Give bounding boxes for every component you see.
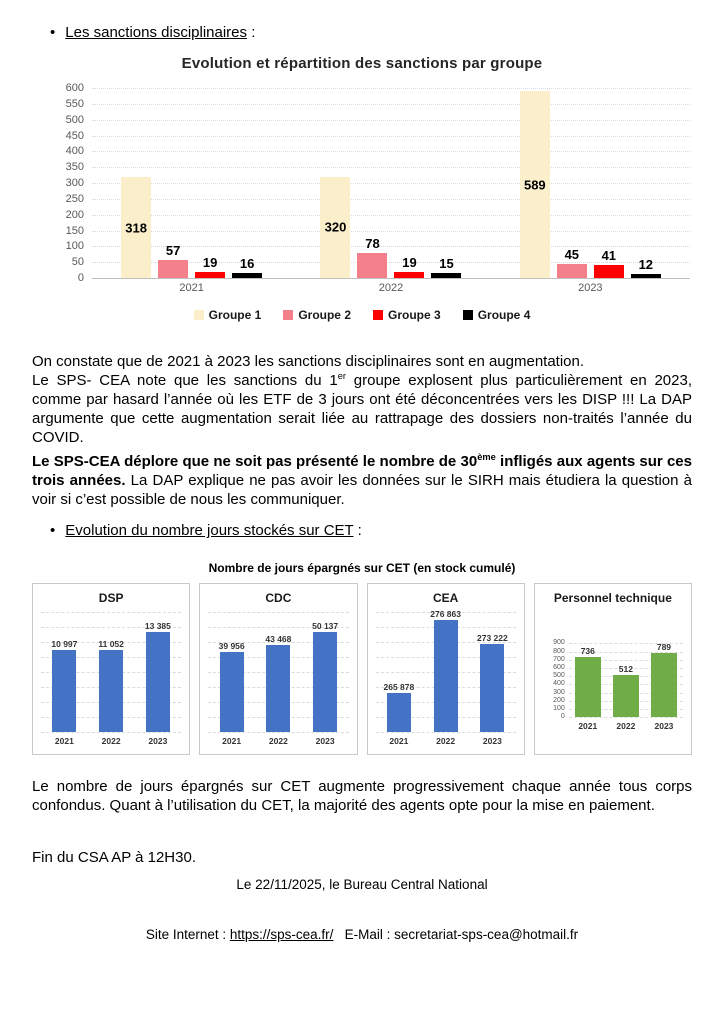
footer-date-line: Le 22/11/2025, le Bureau Central National: [236, 876, 488, 892]
x-axis-label: 2022: [378, 282, 404, 294]
paragraph-sps-note: [32, 371, 692, 447]
text-run: Le SPS-CEA déplore que ne soit pas présenté le nombre de 30: [32, 453, 478, 471]
year-group-2022: [291, 88, 490, 278]
y-axis-tick: 600: [65, 82, 84, 94]
panel-title: CEA: [432, 591, 459, 606]
text-run: Le SPS- CEA note que les sanctions du 1: [32, 372, 338, 390]
footer-email-label: E-Mail : secretariat-sps-cea@hotmail.fr: [333, 927, 579, 943]
y-axis-tick: 500: [65, 113, 84, 126]
x-axis-label: 2023: [148, 736, 168, 747]
bullet-label: Les sanctions disciplinaires: [65, 24, 248, 41]
legend-swatch: [463, 310, 473, 320]
bar-value-label: 57: [165, 242, 181, 258]
bar-value-label: 50 137: [312, 621, 339, 632]
bar-value-label: 43 468: [265, 634, 292, 645]
bar-groupe-4-2023: [631, 257, 661, 278]
bar-cea-2021: [383, 682, 415, 732]
bar-cdc-2023: [312, 621, 339, 732]
panel-title: CDC: [265, 591, 292, 606]
legend-swatch: [373, 310, 383, 320]
chart-title: Evolution et répartition des sanctions par groupe: [181, 55, 543, 72]
bullet-label: Evolution du nombre jours stockés sur CET: [65, 522, 354, 540]
y-axis-tick: 100: [65, 240, 84, 253]
x-axis-label: 2023: [482, 736, 502, 747]
panel-x-axis: [376, 736, 516, 746]
bar-value-label: 265 878: [383, 682, 415, 693]
bar-value-label: 19: [402, 254, 417, 270]
paragraph-sps-deplore: [32, 452, 692, 509]
y-axis-tick: 250: [65, 192, 84, 205]
panel-bars: [376, 608, 516, 732]
gridline: [208, 732, 348, 733]
legend-item-groupe-2: [283, 308, 351, 322]
bar-personnel-technique-2023: [651, 641, 677, 718]
x-axis-label: 2023: [578, 282, 603, 294]
legend-label: Groupe 1: [208, 308, 262, 322]
bullet-text: [65, 24, 255, 41]
x-axis-label: 2021: [389, 736, 409, 747]
bar-groupe-1-2022: [320, 177, 350, 278]
cet-chart-panels: [32, 583, 692, 755]
bar-groupe-1-2023: [520, 91, 550, 278]
bar-groupe-2-2022: [357, 236, 387, 278]
bar-cdc-2022: [265, 634, 292, 732]
cet-panel-dsp: [32, 583, 190, 755]
bar-value-label: 318: [125, 220, 148, 236]
panel-plot-area: [208, 612, 348, 732]
y-axis-tick: 200: [65, 208, 84, 221]
x-axis-label: 2022: [101, 736, 121, 747]
x-axis-label: 2022: [616, 721, 636, 732]
bar-value-label: 78: [365, 236, 380, 252]
bullet-text: [65, 522, 362, 539]
text-run: groupe explosent plus particulièrement en 2023, comme par hasard l’année où les ETF de 3 jours ont été déconcentrées vers les DISP !!! La DAP argumente que cette augmentation serait liée au rattrapage des dossiers non-traités l’année du COVID.: [32, 372, 693, 447]
bullet-item-sanctions: [50, 24, 692, 41]
y-axis-tick: 350: [65, 161, 84, 174]
bar-cdc-2021: [218, 641, 245, 732]
x-axis-label: 2022: [436, 736, 456, 747]
bar-value-label: 11 052: [98, 638, 124, 649]
x-axis-label: 2021: [54, 736, 74, 747]
bar-groupe-3-2023: [594, 248, 624, 278]
bullet-suffix: :: [353, 522, 362, 540]
y-axis-tick: 900: [553, 639, 565, 647]
gridline: [569, 717, 683, 718]
panel-y-axis: [543, 639, 569, 721]
bar-dsp-2022: [98, 638, 124, 733]
cet-chart-title: Nombre de jours épargnés sur CET (en stock cumulé): [208, 561, 516, 576]
legend-swatch: [283, 310, 293, 320]
x-axis-label: 2023: [654, 721, 674, 732]
panel-x-axis: [41, 736, 181, 746]
cet-panel-cdc: [199, 583, 357, 755]
footer-site-label: Site Internet :: [145, 927, 230, 943]
bar-groupe-4-2022: [431, 256, 461, 278]
year-group-2021: [92, 88, 291, 278]
y-axis-tick: 200: [553, 696, 565, 704]
bar-value-label: 19: [202, 254, 218, 270]
bullet-icon: •: [50, 24, 56, 41]
gridline: [41, 732, 181, 733]
legend-label: Groupe 3: [388, 308, 441, 322]
page-footer: [0, 843, 724, 978]
legend-item-groupe-4: [463, 308, 531, 322]
sanctions-plot-area: [65, 82, 690, 284]
bar-groups: [92, 88, 690, 278]
sanctions-chart: [32, 55, 692, 322]
y-axis-tick: 800: [553, 647, 565, 655]
x-axis-label: 2021: [578, 721, 598, 732]
panel-title: DSP: [98, 591, 124, 606]
legend-label: Groupe 4: [477, 308, 531, 322]
legend-label: Groupe 2: [298, 308, 351, 322]
panel-title: Personnel technique: [553, 591, 672, 606]
y-axis-tick: 150: [65, 224, 84, 237]
text-run: infligés aux agents sur ces trois années.: [32, 453, 692, 490]
bar-value-label: 13 385: [144, 621, 171, 631]
sanctions-x-axis: [92, 282, 690, 294]
bar-personnel-technique-2021: [575, 645, 601, 718]
y-axis-tick: 300: [65, 177, 84, 189]
legend-item-groupe-3: [373, 308, 441, 322]
gridline: [92, 278, 690, 279]
bar-value-label: 789: [656, 641, 672, 652]
footer-site-link[interactable]: https://sps-cea.fr/: [229, 927, 334, 943]
y-axis-tick: 500: [553, 672, 565, 680]
panel-bars: [569, 643, 683, 717]
panel-plot-wrap: [543, 639, 683, 721]
cet-panel-personnel-technique: [534, 583, 692, 755]
bar-cea-2023: [477, 633, 508, 732]
y-axis-tick: 50: [71, 256, 84, 269]
bar-value-label: 16: [239, 255, 255, 271]
bar-groupe-3-2021: [195, 254, 225, 278]
bullet-icon: •: [50, 522, 56, 540]
y-axis-tick: 0: [77, 272, 84, 284]
y-axis-tick: 400: [65, 145, 84, 158]
bar-value-label: 12: [638, 257, 654, 273]
y-axis-tick: 550: [65, 97, 84, 110]
panel-plot-area: [376, 608, 516, 732]
text-run: ème: [477, 452, 496, 463]
bar-dsp-2021: [51, 638, 78, 732]
bar-value-label: 45: [564, 246, 580, 262]
y-axis-tick: 700: [553, 655, 565, 663]
bar-personnel-technique-2022: [613, 664, 639, 717]
y-axis-tick: 400: [553, 680, 565, 688]
bar-value-label: 276 863: [430, 608, 461, 619]
x-axis-label: 2021: [179, 282, 204, 294]
sanctions-legend: [32, 308, 692, 322]
bar-groupe-2-2023: [557, 246, 587, 278]
bullet-suffix: :: [247, 24, 256, 41]
bar-groupe-2-2021: [158, 242, 188, 278]
bar-value-label: 320: [324, 219, 347, 235]
bar-value-label: 39 956: [218, 641, 245, 652]
panel-bars: [41, 612, 181, 732]
footer-contact-line: [0, 927, 724, 944]
text-run: La DAP explique ne pas avoir les données sur le SIRH mais étudiera la question à voir si c’est possible de nous les communiquer.: [32, 472, 692, 509]
legend-item-groupe-1: [194, 308, 262, 322]
panel-plot-area: [41, 612, 181, 732]
bar-groupe-3-2022: [394, 254, 424, 278]
bar-value-label: 273 222: [477, 633, 508, 644]
text-run: er: [337, 371, 346, 382]
year-group-2023: [491, 88, 690, 278]
panel-bars: [208, 612, 348, 732]
y-axis-tick: 300: [553, 688, 565, 696]
bar-value-label: 736: [580, 645, 595, 656]
panel-plot-area: [569, 643, 683, 717]
panel-x-axis: [569, 721, 683, 731]
panel-x-axis: [208, 736, 348, 746]
bar-value-label: 15: [439, 256, 454, 272]
y-axis-tick: 0: [560, 713, 565, 721]
bar-groupe-1-2021: [121, 177, 151, 278]
y-axis-tick: 600: [553, 664, 565, 672]
legend-swatch: [194, 310, 204, 320]
x-axis-label: 2021: [222, 736, 242, 747]
bullet-item-cet: [50, 522, 692, 539]
gridline: [376, 732, 516, 733]
y-axis-tick: 450: [65, 129, 84, 142]
bar-value-label: 589: [523, 177, 546, 193]
closing-line: Fin du CSA AP à 12H30.: [32, 849, 196, 867]
x-axis-label: 2023: [315, 736, 335, 747]
bar-value-label: 10 997: [51, 638, 78, 649]
x-axis-label: 2022: [268, 736, 288, 747]
paragraph-constat: On constate que de 2021 à 2023 les sanctions disciplinaires sont en augmentation.: [32, 353, 585, 370]
bar-dsp-2023: [144, 621, 171, 732]
bar-value-label: 512: [618, 664, 633, 675]
paragraph-cet-conclusion: Le nombre de jours épargnés sur CET augmente progressivement chaque année tous corps confondus. Quant à l’utilisation du CET, la majorité des agents opte pour la mise en paiement.: [32, 778, 692, 815]
cet-panel-cea: [367, 583, 525, 755]
bar-cea-2022: [430, 608, 461, 732]
bar-value-label: 41: [601, 248, 617, 264]
bar-groupe-4-2021: [232, 255, 262, 278]
y-axis-tick: 100: [553, 705, 565, 713]
